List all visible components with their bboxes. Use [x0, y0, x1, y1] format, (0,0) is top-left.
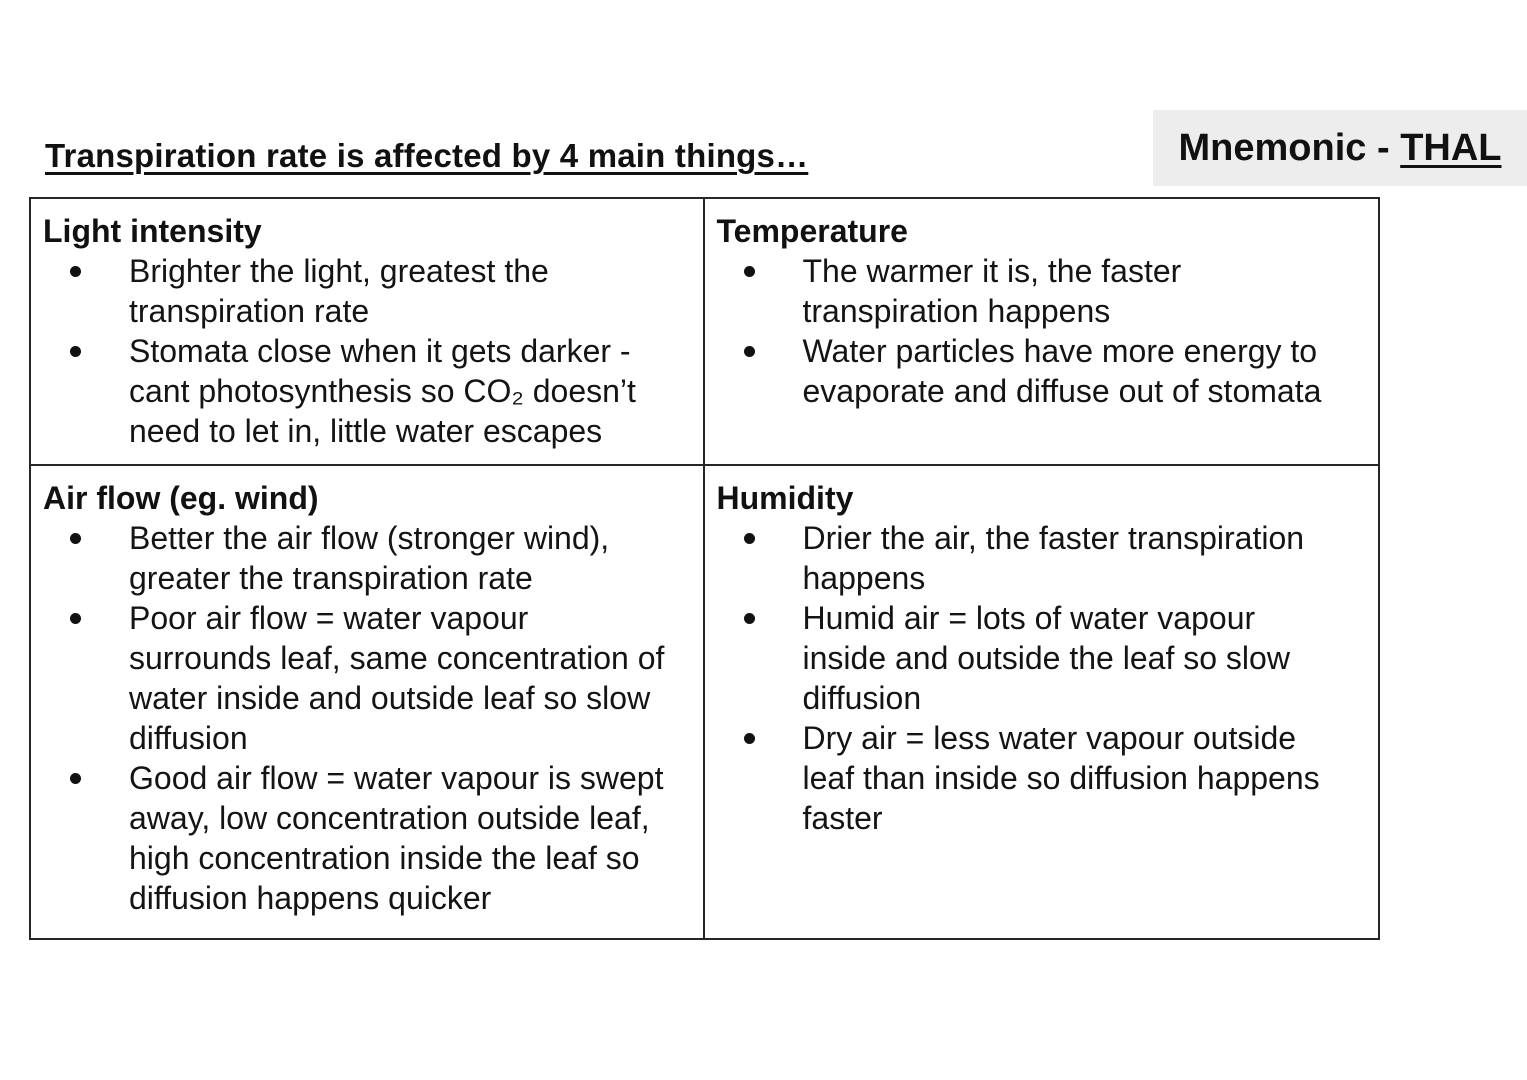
bullet-icon: [744, 533, 755, 544]
mnemonic-word: THAL: [1400, 126, 1502, 169]
bullet-icon: [744, 346, 755, 357]
list-item: Poor air flow = water vapour surrounds leaf, same concentration of water inside and outside leaf so slow diffusion: [43, 598, 693, 758]
air-flow-bullet-list: [43, 518, 693, 918]
bullet-icon: [744, 266, 755, 277]
bullet-icon: [70, 533, 81, 544]
cell-temperature: [705, 199, 1379, 466]
light-intensity-bullet-list: [43, 251, 693, 451]
cell-heading-humidity: Humidity: [716, 480, 854, 516]
cell-heading-temperature: Temperature: [716, 213, 908, 249]
temperature-bullet-list: [717, 251, 1369, 411]
list-item: Good air flow = water vapour is swept away, low concentration outside leaf, high concentration inside the leaf so diffusion happens quicker: [43, 758, 693, 918]
bullet-icon: [70, 773, 81, 784]
humidity-bullet-list: [717, 518, 1369, 838]
list-item: Humid air = lots of water vapour inside and outside the leaf so slow diffusion: [717, 598, 1369, 718]
list-item: The warmer it is, the faster transpiration happens: [717, 251, 1369, 331]
cell-heading-light-intensity: Light intensity: [43, 213, 262, 249]
cell-humidity: [705, 466, 1379, 938]
bullet-icon: [744, 613, 755, 624]
list-item: Brighter the light, greatest the transpiration rate: [43, 251, 693, 331]
mnemonic-prefix: Mnemonic -: [1178, 126, 1401, 169]
cell-heading-air-flow: Air flow (eg. wind): [43, 480, 319, 516]
list-item: Drier the air, the faster transpiration happens: [717, 518, 1369, 598]
bullet-icon: [70, 266, 81, 277]
list-item: Stomata close when it gets darker - cant photosynthesis so CO₂ doesn’t need to let in, little water escapes: [43, 331, 693, 451]
list-item: Better the air flow (stronger wind), greater the transpiration rate: [43, 518, 693, 598]
factors-table: [29, 197, 1380, 940]
list-item: Dry air = less water vapour outside leaf than inside so diffusion happens faster: [717, 718, 1369, 838]
bullet-icon: [744, 733, 755, 744]
bullet-icon: [70, 613, 81, 624]
cell-air-flow: [31, 466, 705, 938]
cell-light-intensity: [31, 199, 705, 466]
bullet-icon: [70, 346, 81, 357]
list-item: Water particles have more energy to evaporate and diffuse out of stomata: [717, 331, 1369, 411]
mnemonic-box: [1153, 110, 1527, 186]
page-title: Transpiration rate is affected by 4 main things…: [45, 137, 809, 174]
